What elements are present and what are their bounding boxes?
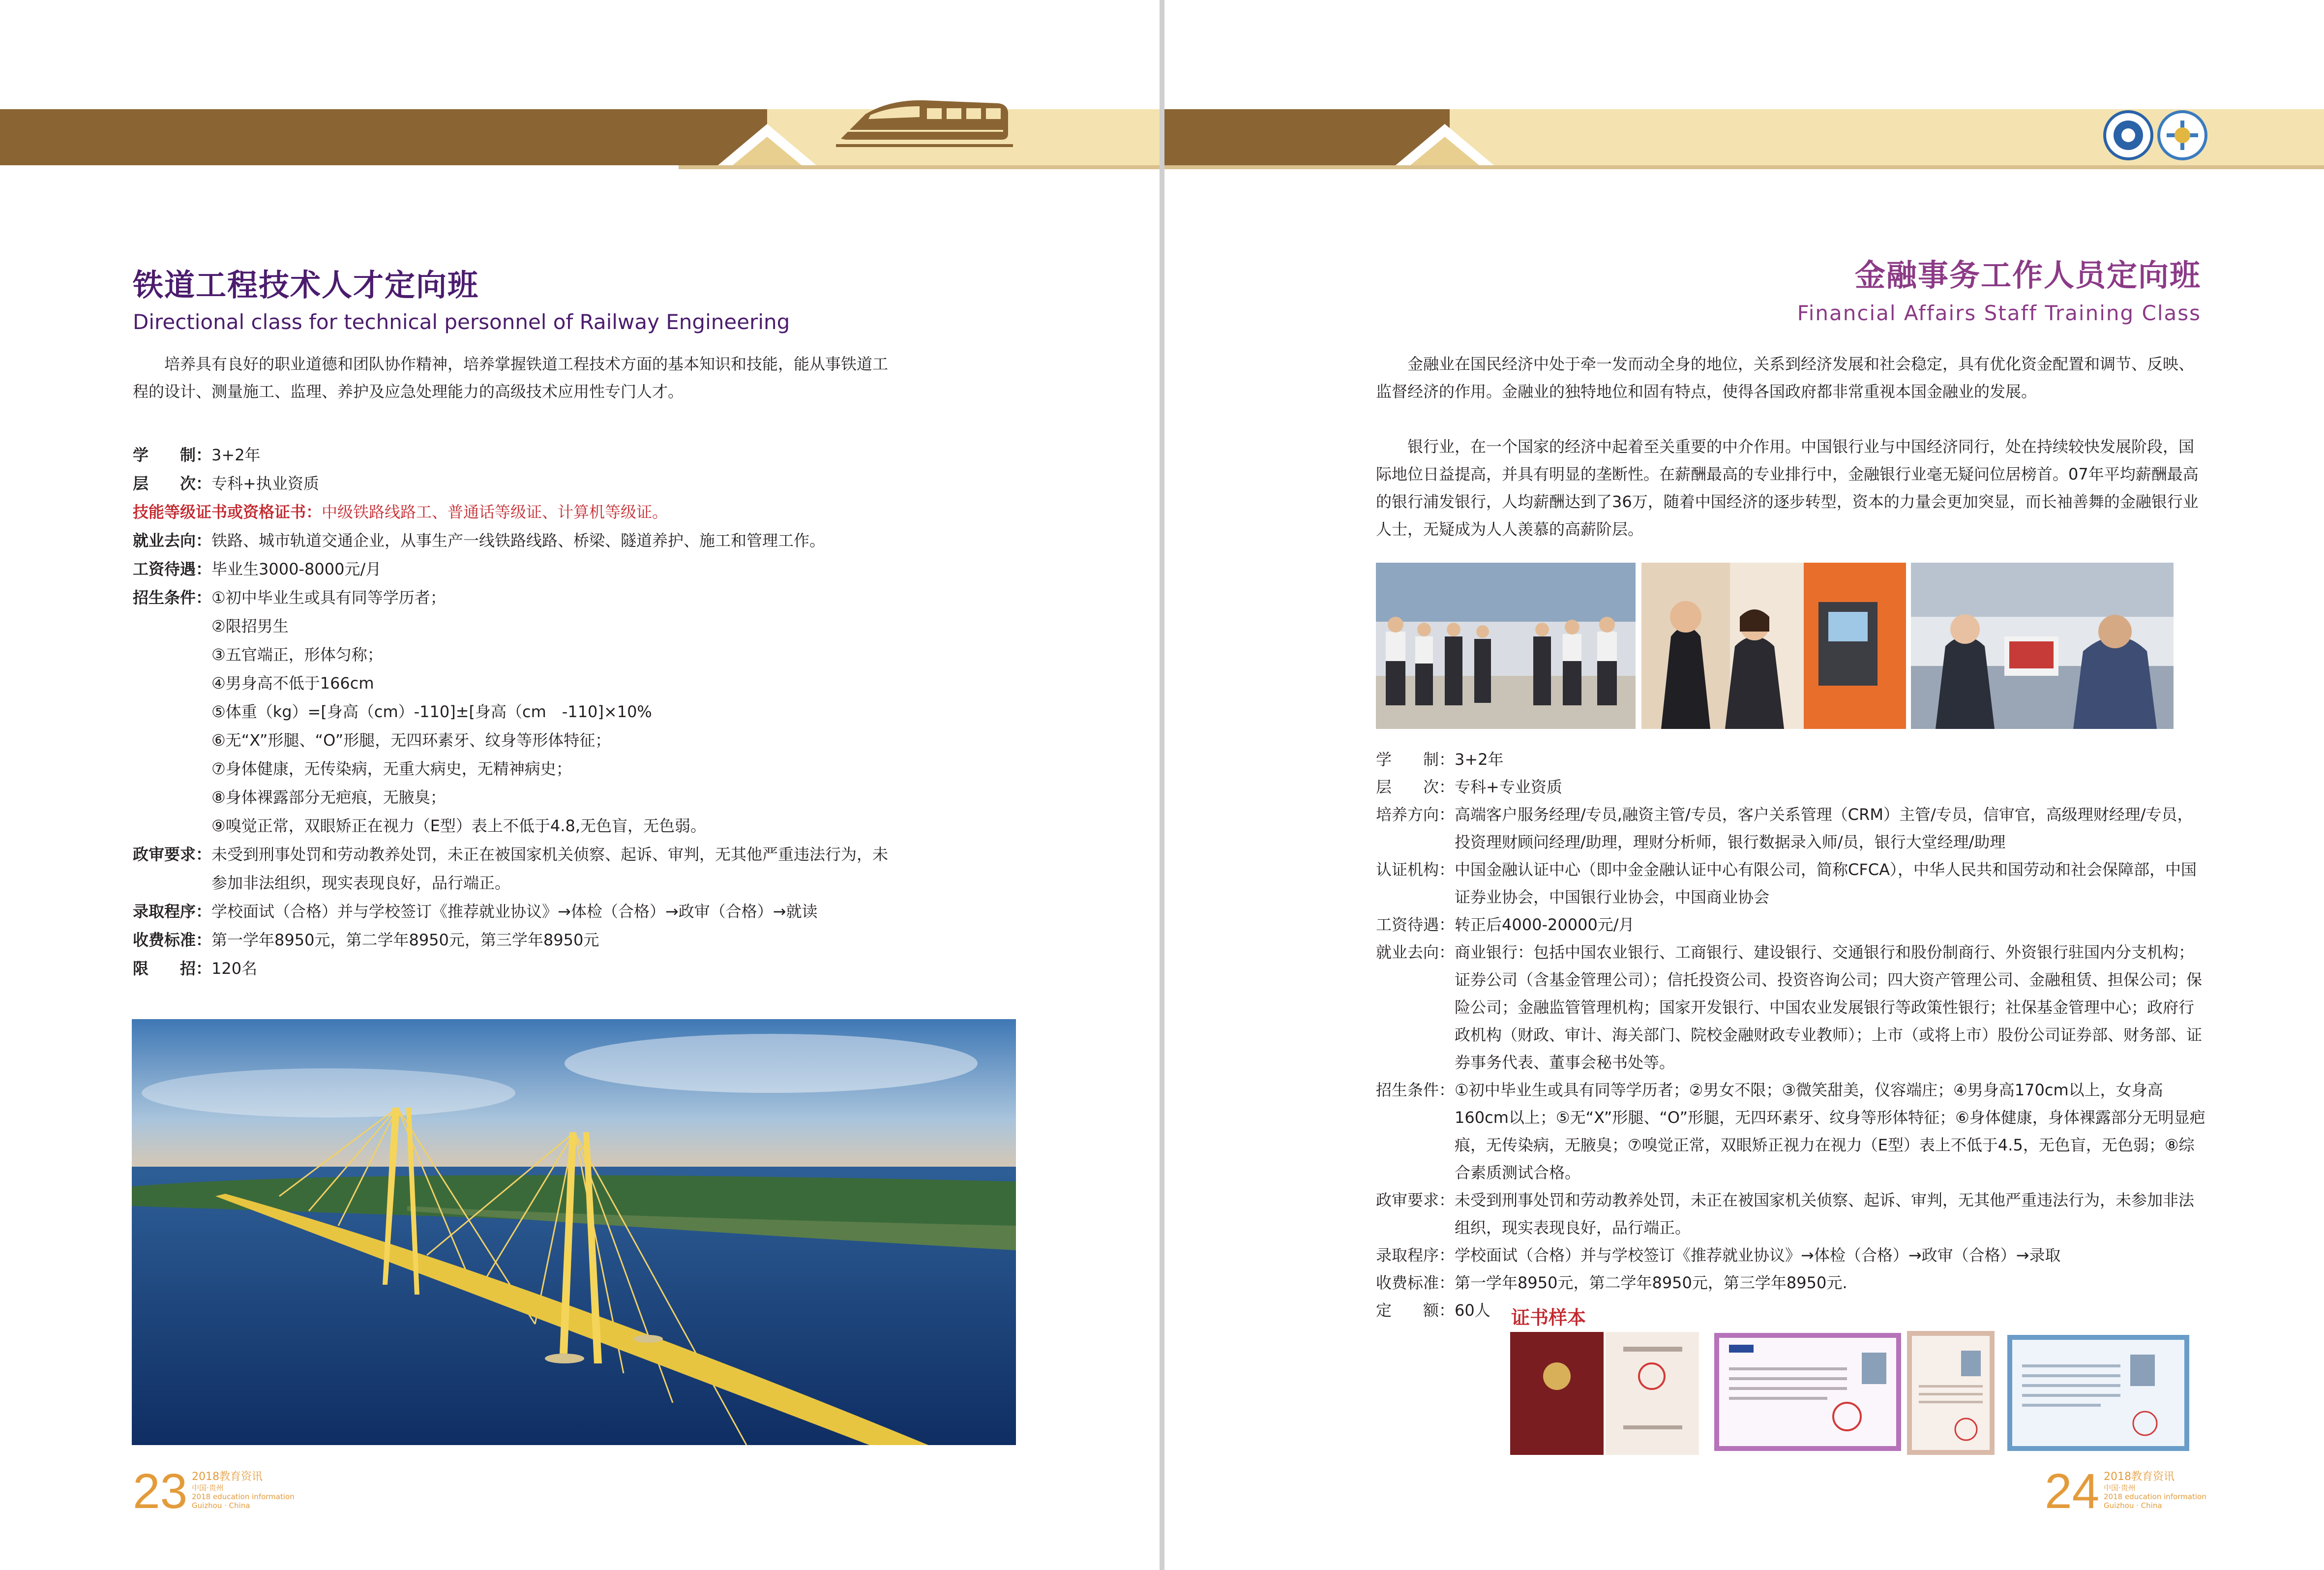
- info-row: [133, 555, 900, 583]
- info-label: 就业去向：: [1376, 943, 1455, 962]
- right-page: [1164, 0, 2324, 1570]
- left-intro-paragraph: 培养具有良好的职业道德和团队协作精神，培养掌握铁道工程技术方面的基本知识和技能，能从事铁道工程的设计、测量施工、监理、养护及应急处理能力的高级技术应用性专门人才。: [133, 355, 889, 401]
- info-label: 学 制：: [1376, 750, 1455, 769]
- info-row: [1376, 746, 2207, 773]
- condition-item: ⑤体重（kg）=[身高（cm）-110]±[身高（cm -110]×10%: [211, 702, 652, 721]
- info-row: [133, 954, 900, 983]
- info-label: 招生条件：: [133, 588, 212, 607]
- info-row: [133, 441, 900, 469]
- condition-item: ⑥无“X”形腿、“O”形腿，无四环素牙、纹身等形体特征；: [211, 731, 611, 750]
- page-number-right: 24: [2045, 1464, 2100, 1519]
- info-value: 第一学年8950元，第二学年8950元，第三学年8950元.: [1455, 1273, 1847, 1292]
- header-band-line: [1164, 165, 2324, 169]
- left-title-cn: 铁道工程技术人才定向班: [133, 267, 479, 303]
- info-label: 限 招：: [133, 959, 212, 978]
- info-value: 转正后4000-20000元/月: [1455, 915, 1635, 934]
- admission-conditions: [211, 583, 900, 840]
- train-icon: [836, 85, 1013, 153]
- page-number-left: 23: [133, 1464, 188, 1519]
- header-band-brown: [0, 109, 767, 165]
- header-notch-decoration: [718, 109, 846, 173]
- certificate-sample-crm: [2007, 1335, 2189, 1451]
- condition-item: ⑨嗅觉正常，双眼矫正在视力（E型）表上不低于4.8,无色盲，无色弱。: [211, 816, 706, 835]
- info-label: 技能等级证书或资格证书：: [133, 503, 322, 521]
- certificate-sample-sac: [1714, 1333, 1901, 1451]
- right-intro-paragraph-2: 银行业，在一个国家的经济中起着至关重要的中介作用。中国银行业与中国经济同行，处在持续较快发展阶段，国际地位日益提高，并具有明显的垄断性。在薪酬最高的专业排行中，金融银行业毫无疑问位居榜首。07年平均薪酬最高的银行浦发银行，人均薪酬达到了36万，随着中国经济的逐步转型，资本的力量会更加突显，而长袖善舞的金融银行业人士，无疑成为人人羡慕的高薪阶层。: [1376, 437, 2199, 539]
- footer-right: [2104, 1471, 2206, 1510]
- condition-item: ②限招男生: [211, 617, 289, 635]
- info-row: [133, 897, 900, 926]
- info-row-highlight: [133, 498, 900, 526]
- info-row: [133, 926, 900, 954]
- info-value: 专科+执业资质: [211, 474, 319, 493]
- info-value: ①初中毕业生或具有同等学历者；②男女不限；③微笑甜美，仪容端庄；④男身高170cm以上，女身高160cm以上；⑤无“X”形腿、“O”形腿，无四环素牙、纹身等形体特征；⑥身体健康，身体裸露部分无明显疤痕，无传染病，无腋臭；⑦嗅觉正常，双眼矫正视力在视力（E型）表上不低于4.5，无色盲，无色弱；⑧综合素质测试合格。: [1455, 1081, 2205, 1182]
- footer-title: 2018教育资讯: [2104, 1471, 2175, 1483]
- condition-item: ④男身高不低于166cm: [211, 674, 374, 693]
- info-label: 工资待遇：: [1376, 915, 1455, 934]
- info-row-admission: [133, 583, 900, 840]
- info-label: 层 次：: [1376, 778, 1455, 796]
- footer-line: Guizhou · China: [2104, 1501, 2162, 1510]
- info-row: [1376, 1186, 2207, 1241]
- right-title-cn: 金融事务工作人员定向班: [1854, 257, 2201, 293]
- info-row: [133, 840, 900, 897]
- info-label: 就业去向：: [133, 531, 212, 550]
- condition-item: ①初中毕业生或具有同等学历者；: [211, 588, 446, 607]
- info-value: 学校面试（合格）并与学校签订《推荐就业协议》→体检（合格）→政审（合格）→就读: [211, 902, 818, 921]
- info-value: 商业银行：包括中国农业银行、工商银行、建设银行、交通银行和股份制商行、外资银行驻国内分支机构；证券公司（含基金管理公司）；信托投资公司、投资咨询公司；四大资产管理公司、金融租赁、担保公司；保险公司；金融监管管理机构；国家开发银行、中国农业发展银行等政策性银行；社保基金管理中心；政府行政机构（财政、审计、海关部门、院校金融财政专业教师）；上市（或将上市）股份公司证券部、财务部、证券事务代表、董事会秘书处等。: [1455, 943, 2203, 1072]
- info-value: 60人: [1455, 1301, 1490, 1320]
- info-row: [1376, 911, 2207, 938]
- footer-left: [192, 1471, 295, 1510]
- info-label: 学 制：: [133, 446, 212, 464]
- info-row: [1376, 938, 2207, 1076]
- info-label: 培养方向：: [1376, 805, 1455, 824]
- info-row: [1376, 1269, 2207, 1297]
- info-row: [1376, 1076, 2207, 1186]
- left-title-en: Directional class for technical personnel of Railway Engineering: [133, 310, 790, 334]
- info-label: 工资待遇：: [133, 560, 212, 578]
- info-row: [1376, 773, 2207, 801]
- info-label: 层 次：: [133, 474, 212, 493]
- info-label: 收费标准：: [133, 931, 212, 949]
- bank-counter-photo: [1911, 563, 2174, 729]
- atm-service-photo: [1641, 563, 1906, 729]
- right-intro-paragraph-1: 金融业在国民经济中处于牵一发而动全身的地位，关系到经济发展和社会稳定，具有优化资金配置和调节、反映、监督经济的作用。金融业的独特地位和固有特点，使得各国政府都非常重视本国金融业的发展。: [1376, 355, 2195, 401]
- info-label: 定 额：: [1376, 1301, 1455, 1320]
- info-value: 学校面试（合格）并与学校签订《推荐就业协议》→体检（合格）→政审（合格）→录取: [1455, 1246, 2061, 1265]
- header-notch-decoration: [1396, 109, 1523, 173]
- school-logo-icon: [2099, 108, 2222, 162]
- footer-line: 中国·贵州: [2104, 1483, 2136, 1492]
- info-label: 招生条件：: [1376, 1081, 1455, 1099]
- condition-item: ⑧身体裸露部分无疤痕，无腋臭；: [211, 788, 446, 807]
- certificate-sample-booklet: [1510, 1332, 1699, 1455]
- info-label: 认证机构：: [1376, 860, 1455, 879]
- info-value: 未受到刑事处罚和劳动教养处罚，未正在被国家机关侦察、起诉、审判，无其他严重违法行为，未参加非法组织，现实表现良好，品行端正。: [1455, 1191, 2195, 1237]
- right-info-list: [1376, 746, 2207, 1324]
- footer-title: 2018教育资讯: [192, 1471, 263, 1483]
- left-page: [0, 0, 1160, 1570]
- info-row: [133, 526, 900, 555]
- bank-staff-photo: [1376, 563, 1636, 729]
- info-value: 铁路、城市轨道交通企业，从事生产一线铁路线路、桥梁、隧道养护、施工和管理工作。: [211, 531, 826, 550]
- info-row: [1376, 1297, 2207, 1324]
- info-value: 120名: [211, 959, 258, 978]
- info-label: 录取程序：: [1376, 1246, 1455, 1265]
- info-label: 政审要求：: [133, 845, 212, 864]
- right-title-en: Financial Affairs Staff Training Class: [1797, 301, 2201, 325]
- info-row: [133, 469, 900, 498]
- info-value: 第一学年8950元，第二学年8950元，第三学年8950元: [211, 931, 599, 949]
- condition-item: ③五官端正，形体匀称；: [211, 645, 383, 664]
- info-value: 3+2年: [211, 446, 261, 464]
- info-value: 中级铁路线路工、普通话等级证、计算机等级证。: [322, 503, 668, 521]
- certificate-samples-heading: 证书样本: [1511, 1307, 1586, 1328]
- info-label: 政审要求：: [1376, 1191, 1455, 1209]
- info-value: 中国金融认证中心（即中金金融认证中心有限公司，简称CFCA），中华人民共和国劳动和社会保障部，中国证券业协会，中国银行业协会，中国商业协会: [1455, 860, 2197, 906]
- info-value: 专科+专业资质: [1455, 778, 1562, 796]
- footer-line: 中国·贵州: [192, 1483, 224, 1492]
- info-row: [1376, 1241, 2207, 1269]
- page-spine: [1160, 0, 1164, 1570]
- footer-line: 2018 education information: [192, 1492, 295, 1501]
- info-value: 3+2年: [1455, 750, 1504, 769]
- footer-line: 2018 education information: [2104, 1492, 2206, 1501]
- info-value: 高端客户服务经理/专员,融资主管/专员，客户关系管理（CRM）主管/专员，信审官，高级理财经理/专员，投资理财顾问经理/助理，理财分析师，银行数据录入师/员，银行大堂经理/助理: [1455, 805, 2193, 851]
- info-value: 毕业生3000-8000元/月: [211, 560, 382, 578]
- info-row: [1376, 801, 2207, 856]
- info-label: 录取程序：: [133, 902, 212, 921]
- info-label: 收费标准：: [1376, 1273, 1455, 1292]
- left-info-list: [133, 441, 900, 983]
- bridge-photo: [132, 1019, 1016, 1445]
- info-row: [1376, 856, 2207, 911]
- info-value: 未受到刑事处罚和劳动教养处罚，未正在被国家机关侦察、起诉、审判，无其他严重违法行为，未参加非法组织，现实表现良好，品行端正。: [211, 845, 889, 892]
- footer-line: Guizhou · China: [192, 1501, 250, 1510]
- certificate-sample-score: [1907, 1331, 1995, 1455]
- condition-item: ⑦身体健康，无传染病，无重大病史，无精神病史；: [211, 759, 572, 778]
